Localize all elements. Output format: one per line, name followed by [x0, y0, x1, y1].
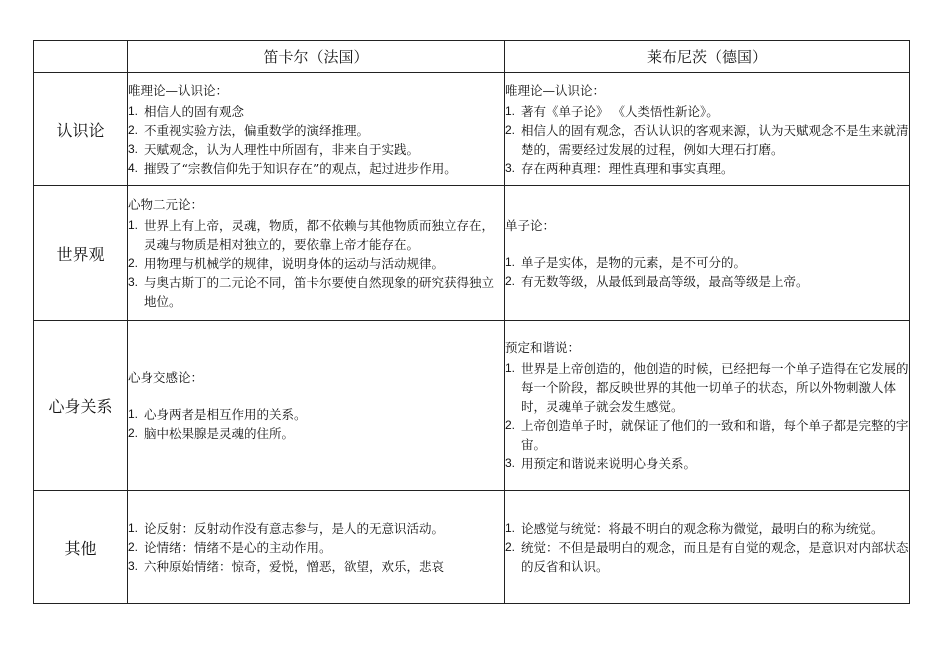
comparison-table	[33, 40, 910, 604]
list-item: 2. 统觉：不但是最明白的观念，而且是有自觉的观念，是意识对内部状态的反省和认识。	[505, 539, 909, 574]
cell-other-leibniz	[505, 491, 910, 604]
header-row	[34, 41, 910, 73]
list-item: 2. 脑中松果腺是灵魂的住所。	[128, 426, 295, 441]
row-other	[34, 491, 910, 604]
row-label-other: 其他	[34, 491, 128, 604]
list-item: 2. 上帝创造单子时，就保证了他们的一致和和谐，每个单子都是完整的宇宙。	[505, 418, 909, 452]
list-item: 3. 用预定和谐说来说明心身关系。	[505, 456, 697, 471]
list-item: 2. 有无数等级，从最低到最高等级，最高等级是上帝。	[505, 273, 809, 289]
cell-mind-body-descartes	[128, 321, 505, 491]
row-label-mind-body: 心身关系	[34, 321, 128, 491]
list-item: 2. 论情绪：情绪不是心的主动作用。	[128, 539, 332, 555]
list-item: 1. 心身两者是相互作用的关系。	[128, 407, 307, 422]
numbered-list	[505, 519, 909, 576]
list-item: 2. 相信人的固有观念，否认认识的客观来源，认为天赋观念不是生来就清楚的，需要经过发展的过程，例如大理石打磨。	[505, 122, 909, 157]
list-item: 2. 不重视实验方法，偏重数学的演绎推理。	[128, 122, 370, 138]
cell-other-descartes	[128, 491, 505, 604]
cell-intro: 心物二元论：	[128, 197, 204, 212]
list-item: 3. 六种原始情绪：惊奇，爱悦，憎恶，欲望，欢乐，悲哀	[128, 558, 445, 574]
cell-epistemology-descartes	[128, 73, 505, 186]
cell-intro: 心身交感论：	[128, 370, 204, 385]
row-label-worldview: 世界观	[34, 186, 128, 321]
cell-mind-body-leibniz	[505, 321, 910, 491]
column-header-descartes: 笛卡尔（法国）	[128, 41, 505, 73]
row-epistemology	[34, 73, 910, 186]
list-item: 3. 存在两种真理：理性真理和事实真理。	[505, 160, 734, 176]
row-mind-body	[34, 321, 910, 491]
cell-intro: 预定和谐说：	[505, 340, 581, 355]
list-item: 3. 与奥古斯丁的二元论不同，笛卡尔要使自然现象的研究获得独立地位。	[128, 275, 495, 309]
row-worldview	[34, 186, 910, 321]
list-item: 3. 天赋观念，认为人理性中所固有，非来自于实践。	[128, 141, 420, 157]
numbered-list	[128, 216, 504, 311]
row-label-epistemology: 认识论	[34, 73, 128, 186]
cell-worldview-descartes	[128, 186, 505, 321]
list-item: 1. 论反射：反射动作没有意志参与，是人的无意识活动。	[128, 520, 445, 536]
list-item: 1. 世界上有上帝，灵魂，物质，都不依赖与其他物质而独立存在，灵魂与物质是相对独立的，要依靠上帝才能存在。	[128, 218, 495, 252]
list-item: 1. 单子是实体，是物的元素，是不可分的。	[505, 254, 747, 270]
cell-worldview-leibniz	[505, 186, 910, 321]
corner-cell	[34, 41, 128, 73]
cell-intro: 单子论：	[505, 217, 556, 233]
numbered-list	[505, 253, 909, 291]
list-item: 2. 用物理与机械学的规律，说明身体的运动与活动规律。	[128, 256, 445, 271]
cell-epistemology-leibniz	[505, 73, 910, 186]
list-item: 4. 摧毁了“宗教信仰先于知识存在”的观点，起过进步作用。	[128, 160, 457, 176]
numbered-list	[505, 359, 909, 473]
numbered-list	[505, 102, 909, 178]
cell-intro: 唯理论—认识论：	[505, 82, 606, 98]
list-item: 1. 世界是上帝创造的，他创造的时候，已经把每一个单子造得在它发展的每一个阶段，都反映世界的其他一切单子的状态，所以外物刺激人体时，灵魂单子就会发生感觉。	[505, 361, 909, 414]
numbered-list	[128, 519, 504, 576]
cell-intro: 唯理论—认识论：	[128, 82, 229, 98]
numbered-list	[128, 102, 504, 178]
numbered-list	[128, 405, 504, 443]
list-item: 1. 论感觉与统觉：将最不明白的观念称为微觉，最明白的称为统觉。	[505, 520, 884, 536]
column-header-leibniz: 莱布尼茨（德国）	[505, 41, 910, 73]
list-item: 1. 相信人的固有观念	[128, 103, 245, 119]
list-item: 1. 著有《单子论》 《人类悟性新论》。	[505, 103, 719, 119]
